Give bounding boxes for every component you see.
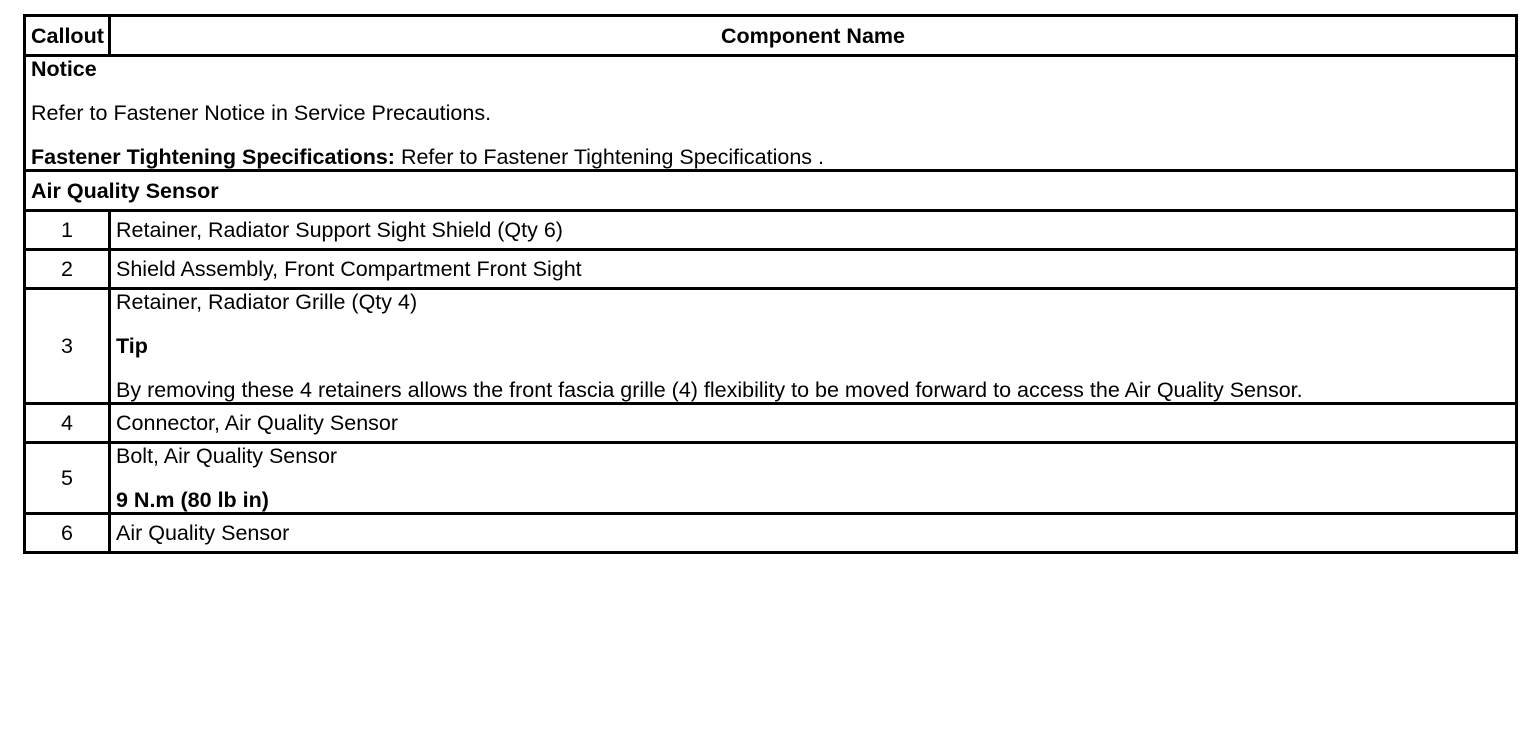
tip-label: Tip bbox=[116, 334, 148, 358]
notice-text: Refer to Fastener Notice in Service Precautions. bbox=[31, 101, 492, 125]
table-row bbox=[25, 289, 1517, 404]
callout-number: 4 bbox=[25, 404, 110, 443]
component-name: Retainer, Radiator Support Sight Shield (Qty 6) bbox=[110, 211, 1517, 250]
component-name-cell bbox=[110, 289, 1517, 404]
callout-column-header: Callout bbox=[25, 16, 110, 56]
component-name: Air Quality Sensor bbox=[110, 514, 1517, 553]
component-name: Retainer, Radiator Grille (Qty 4) bbox=[116, 290, 418, 314]
component-table bbox=[23, 14, 1518, 554]
callout-number: 5 bbox=[25, 443, 110, 514]
table-header-row bbox=[25, 16, 1517, 56]
table-row bbox=[25, 250, 1517, 289]
table-row bbox=[25, 514, 1517, 553]
section-row bbox=[25, 171, 1517, 211]
callout-number: 6 bbox=[25, 514, 110, 553]
callout-number: 1 bbox=[25, 211, 110, 250]
callout-number: 3 bbox=[25, 289, 110, 404]
component-name: Shield Assembly, Front Compartment Front Sight bbox=[110, 250, 1517, 289]
table-row bbox=[25, 404, 1517, 443]
fastener-spec-text: Refer to Fastener Tightening Specifications . bbox=[394, 145, 825, 169]
fastener-spec-label: Fastener Tightening Specifications: bbox=[31, 145, 395, 169]
tip-text: By removing these 4 retainers allows the front fascia grille (4) flexibility to be moved forward to access the Air Quality Sensor. bbox=[116, 378, 1303, 402]
notice-row bbox=[25, 56, 1517, 171]
notice-title: Notice bbox=[31, 57, 97, 81]
section-title: Air Quality Sensor bbox=[25, 171, 1517, 211]
fastener-spec-line bbox=[31, 145, 1510, 169]
callout-number: 2 bbox=[25, 250, 110, 289]
table-row bbox=[25, 443, 1517, 514]
component-name-column-header: Component Name bbox=[110, 16, 1517, 56]
component-name: Bolt, Air Quality Sensor bbox=[116, 444, 338, 468]
component-name-cell bbox=[110, 443, 1517, 514]
torque-value: 9 N.m (80 lb in) bbox=[116, 488, 269, 512]
notice-cell bbox=[25, 56, 1517, 171]
component-name: Connector, Air Quality Sensor bbox=[110, 404, 1517, 443]
table-row bbox=[25, 211, 1517, 250]
